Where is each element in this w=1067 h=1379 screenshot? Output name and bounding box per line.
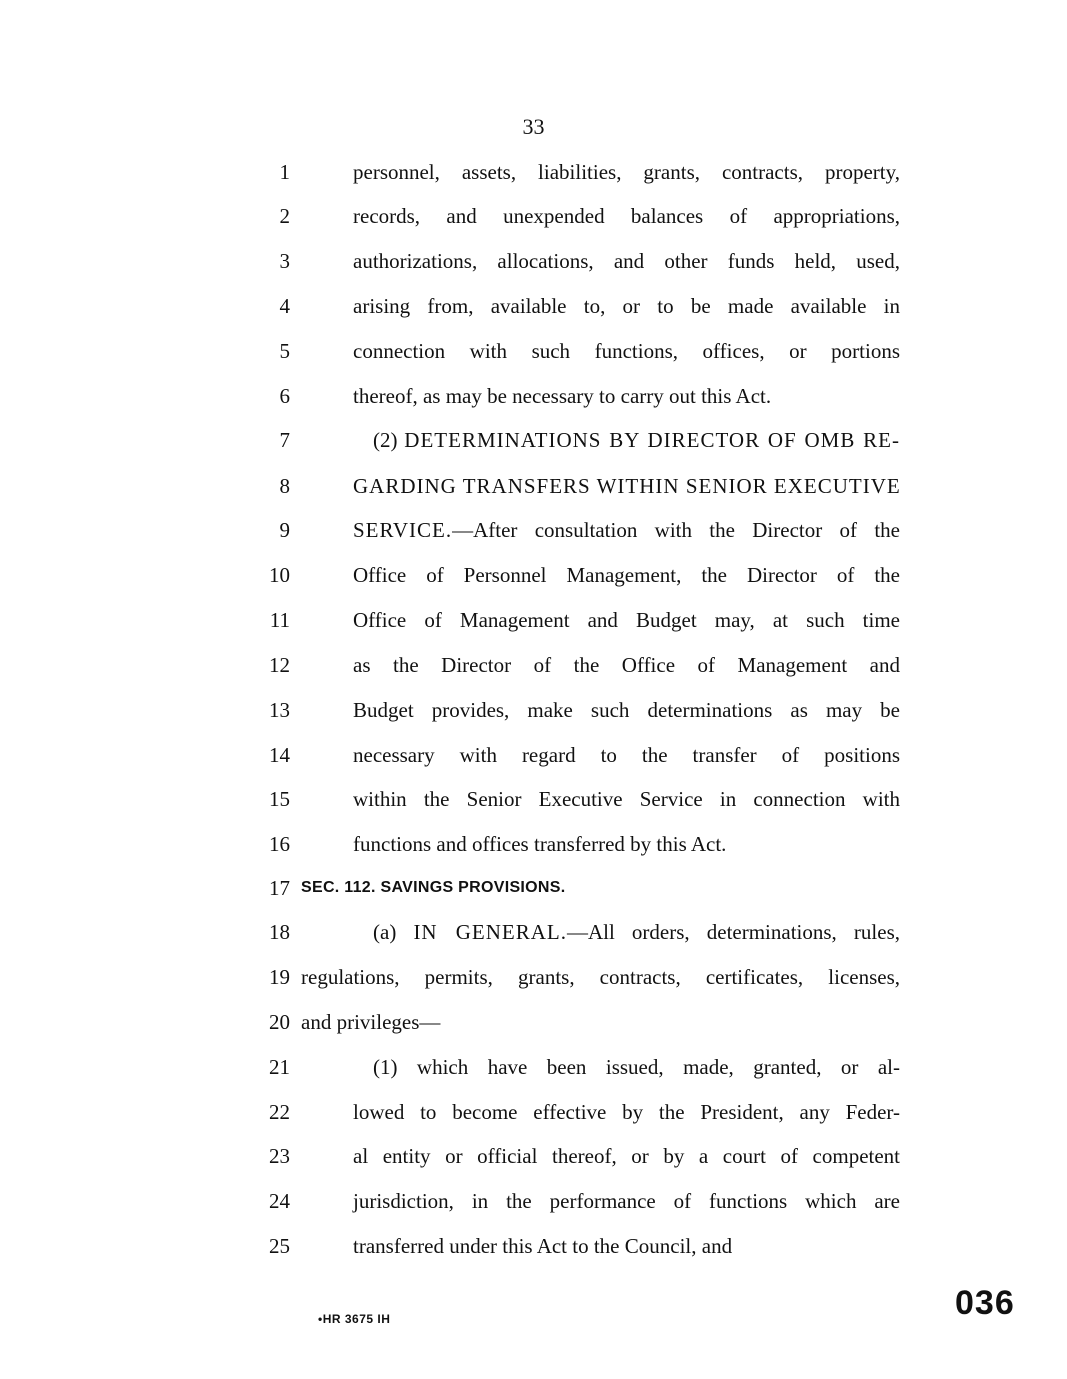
line-text: as the Director of the Office of Management and [353, 653, 900, 677]
line-text: and privileges— [301, 1010, 441, 1034]
line-number: 19 [269, 965, 290, 989]
document-line [0, 1181, 1067, 1221]
line-text: Office of Personnel Management, the Director of the [353, 563, 900, 587]
document-line [0, 555, 1067, 595]
line-number: 18 [269, 920, 290, 944]
document-line [0, 1092, 1067, 1132]
document-line [0, 1226, 1067, 1266]
line-number: 5 [279, 339, 290, 363]
document-line [0, 331, 1067, 371]
line-number: 12 [269, 653, 290, 677]
line-number: 2 [279, 204, 290, 228]
line-number: 9 [279, 518, 290, 542]
line-number: 25 [269, 1234, 290, 1258]
line-text: records, and unexpended balances of appropriations, [353, 204, 900, 228]
line-text: arising from, available to, or to be made available in [353, 294, 900, 318]
line-number: 11 [269, 608, 290, 632]
line-text: jurisdiction, in the performance of functions which are [353, 1189, 900, 1213]
line-text: Budget provides, make such determinations as may be [353, 698, 900, 722]
document-line [0, 912, 1067, 952]
line-number: 23 [269, 1144, 290, 1168]
page-stamp: 036 [955, 1284, 1015, 1322]
document-line [0, 779, 1067, 819]
line-text: (1) which have been issued, made, granted, or al- [373, 1055, 900, 1079]
bill-identifier-footer: •HR 3675 IH [318, 1312, 391, 1326]
document-line [0, 868, 1067, 908]
line-text: functions and offices transferred by this Act. [353, 832, 727, 856]
line-number: 8 [279, 474, 290, 498]
document-line [0, 957, 1067, 997]
line-number: 17 [269, 876, 290, 900]
document-line [0, 196, 1067, 236]
line-number: 10 [269, 563, 290, 587]
line-text: thereof, as may be necessary to carry out this Act. [353, 384, 772, 408]
document-line [0, 466, 1067, 506]
line-number: 14 [269, 743, 290, 767]
line-number: 1 [279, 160, 290, 184]
line-text: GARDING TRANSFERS WITHIN SENIOR EXECUTIVE [353, 474, 901, 498]
line-text: within the Senior Executive Service in connection with [353, 787, 900, 811]
document-line [0, 510, 1067, 550]
line-text: authorizations, allocations, and other funds held, used, [353, 249, 900, 273]
page-number: 33 [522, 114, 545, 139]
line-text: (a) IN GENERAL.—All orders, determinations, rules, [373, 920, 900, 944]
line-number: 20 [269, 1010, 290, 1034]
document-line [0, 735, 1067, 775]
line-text: SERVICE.—After consultation with the Director of the [353, 518, 900, 542]
line-number: 7 [279, 428, 290, 452]
section-heading: SEC. 112. SAVINGS PROVISIONS. [301, 879, 566, 896]
line-number: 21 [269, 1055, 290, 1079]
line-text: connection with such functions, offices, or portions [353, 339, 900, 363]
line-number: 6 [279, 384, 290, 408]
line-text: lowed to become effective by the President, any Feder- [353, 1100, 900, 1124]
document-line [0, 1002, 1067, 1042]
document-line [0, 420, 1067, 460]
line-text: (2) DETERMINATIONS BY DIRECTOR OF OMB RE- [373, 428, 900, 452]
document-line [0, 376, 1067, 416]
document-line [0, 600, 1067, 640]
line-number: 3 [279, 249, 290, 273]
line-number: 22 [269, 1100, 290, 1124]
document-line [0, 690, 1067, 730]
document-line [0, 152, 1067, 192]
document-line [0, 241, 1067, 281]
document-line [0, 1136, 1067, 1176]
document-line [0, 286, 1067, 326]
line-number: 13 [269, 698, 290, 722]
line-number: 16 [269, 832, 290, 856]
line-number: 24 [269, 1189, 290, 1213]
document-line [0, 645, 1067, 685]
line-number: 4 [279, 294, 290, 318]
line-text: personnel, assets, liabilities, grants, contracts, property, [353, 160, 900, 184]
document-line [0, 1047, 1067, 1087]
line-text: al entity or official thereof, or by a court of competent [353, 1144, 900, 1168]
line-text: necessary with regard to the transfer of positions [353, 743, 900, 767]
document-line [0, 824, 1067, 864]
line-text: Office of Management and Budget may, at such time [353, 608, 900, 632]
line-number: 15 [269, 787, 290, 811]
line-text: regulations, permits, grants, contracts, certificates, licenses, [301, 965, 900, 989]
line-text: transferred under this Act to the Council, and [353, 1234, 733, 1258]
